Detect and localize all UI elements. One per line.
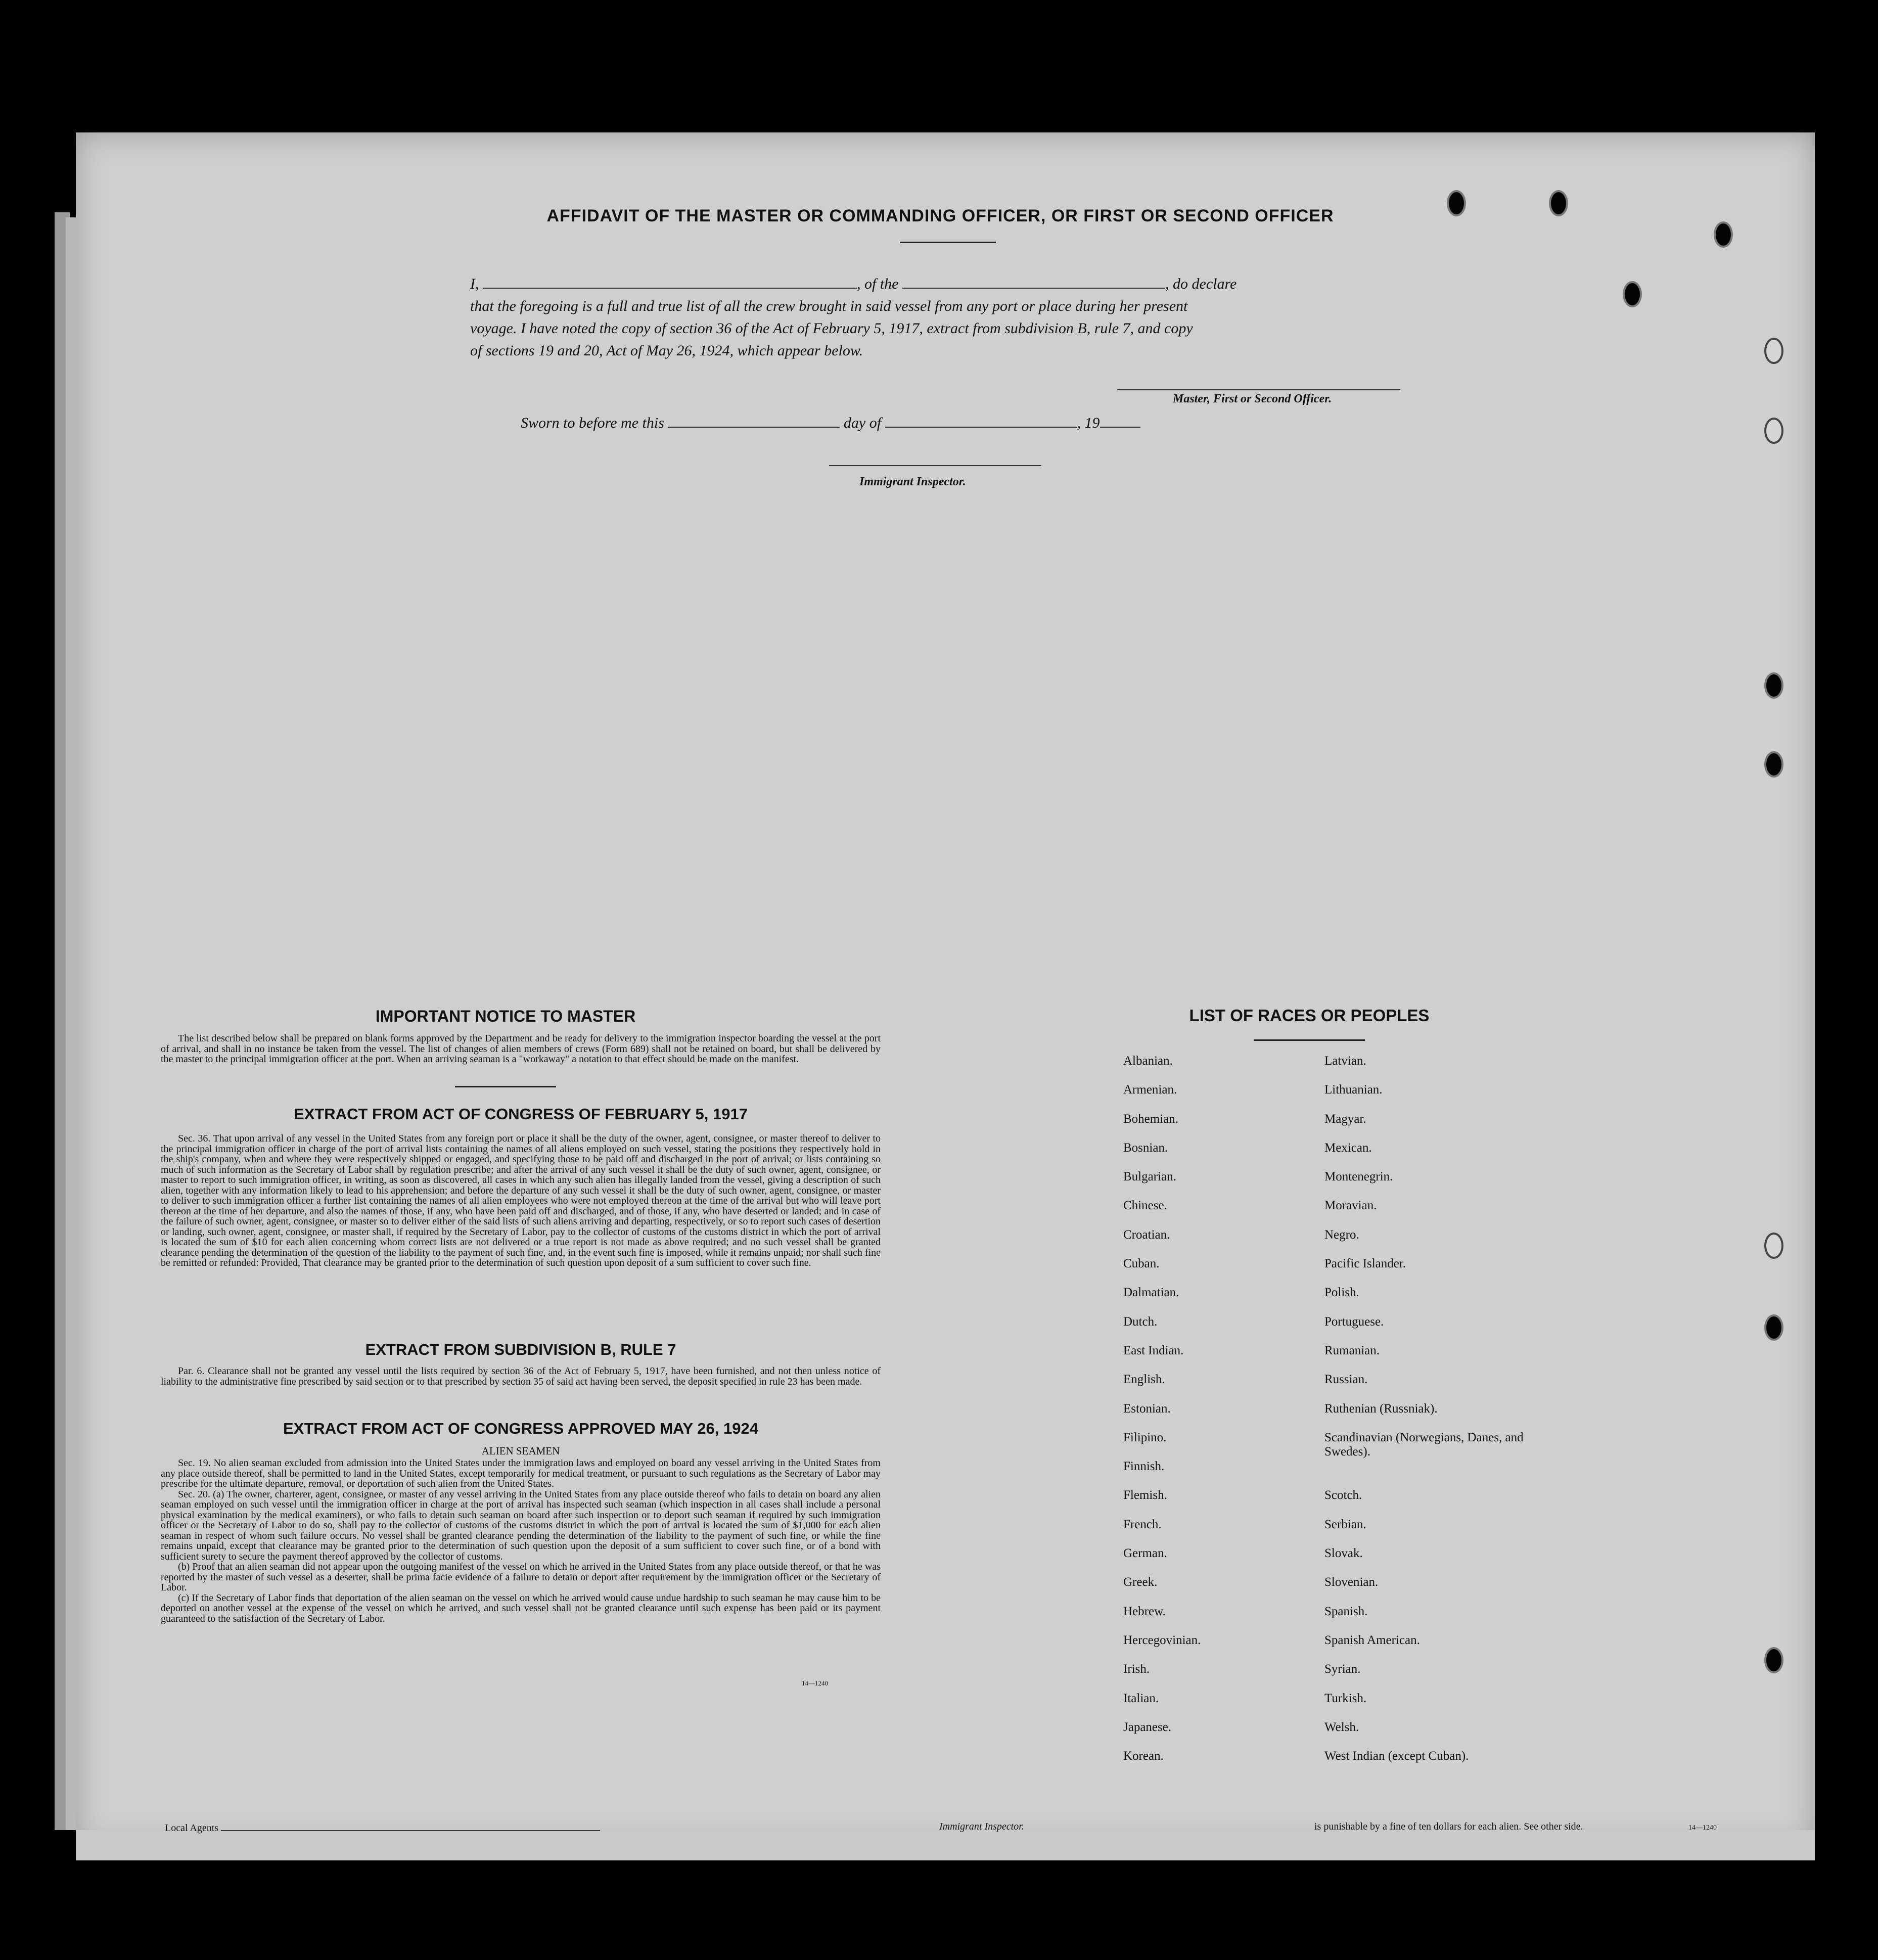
race-item: Mexican.	[1324, 1141, 1372, 1155]
declaration-line-2: that the foregoing is a full and true list of all the crew brought in said vessel from any port or place during her present	[470, 298, 1188, 314]
race-item: Montenegrin.	[1324, 1170, 1393, 1184]
race-item: Armenian.	[1123, 1083, 1177, 1097]
bleed-row	[384, 582, 1800, 611]
races-rule	[1254, 1039, 1365, 1041]
race-item: Russian.	[1324, 1373, 1368, 1387]
bleed-row	[384, 697, 1800, 726]
rule-7-text	[161, 1366, 881, 1387]
punch-hole	[1764, 1647, 1783, 1673]
race-item: Pacific Islander.	[1324, 1257, 1406, 1271]
bleed-row	[384, 668, 1800, 697]
race-item: Bohemian.	[1123, 1112, 1179, 1126]
race-item: Spanish American.	[1324, 1633, 1420, 1647]
sworn-day-blank[interactable]	[668, 414, 840, 428]
race-item: Spanish.	[1324, 1604, 1368, 1618]
act-1924-text	[161, 1458, 881, 1624]
par-6-paragraph: Par. 6. Clearance shall not be granted any vessel until the lists required by section 36 of the Act of February 5, 1917, have been furnished, and not then unless notice of liability to the administrative fine prescribed by said section or to that prescribed by section 35 of said act having been served, the deposit specified in rule 23 has been made.	[161, 1365, 881, 1387]
master-signature-caption: Master, First or Second Officer.	[1173, 392, 1332, 405]
notice-text	[161, 1033, 881, 1065]
punch-hole	[1714, 221, 1733, 248]
bleed-row	[384, 640, 1800, 668]
race-item: Korean.	[1123, 1749, 1164, 1763]
race-item: Polish.	[1324, 1286, 1359, 1300]
title-rule	[900, 242, 996, 243]
affidavit-title: AFFIDAVIT OF THE MASTER OR COMMANDING OFFICER, OR FIRST OR SECOND OFFICER	[546, 206, 1334, 225]
race-item: Turkish.	[1324, 1691, 1367, 1705]
races-column-right	[1324, 1054, 1537, 1778]
notice-paragraph: The list described below shall be prepared on blank forms approved by the Department and be ready for delivery to the immigration inspector boarding the vessel at the port of arrival, and shall in no instance be taken from the vessel. The list of changes of alien members of crews (Form 689) shall not be retained on board, but shall be delivered by the master to the principal immigration officer at the port. When an arriving seaman is a "workaway" a notation to that effect should be made on the manifest.	[161, 1033, 881, 1065]
declaration-do-declare: , do declare	[1165, 276, 1237, 292]
page-edge	[66, 217, 76, 1830]
act-1917-heading: EXTRACT FROM ACT OF CONGRESS OF FEBRUARY 5, 1917	[294, 1105, 748, 1123]
alien-seamen-subheading: ALIEN SEAMEN	[481, 1445, 560, 1457]
bleed-row	[384, 1072, 1800, 1101]
footer-inspector-caption: Immigrant Inspector.	[939, 1821, 1024, 1832]
race-item: Estonian.	[1123, 1401, 1171, 1416]
sec-20a-paragraph: Sec. 20. (a) The owner, charterer, agent, consignee, or master of any vessel arriving in the United States from any place outside thereof who fails to detain on board any alien seaman employed on such vessel until the immigration officer in charge at the port of arrival has inspected such seaman (which inspection in all cases shall include a personal physical examination by the medical examiners), or who fails to detain such seaman on board after such inspection or to deport such seaman if required by such immigration officer or the Secretary of Labor to do so, shall pay to the collector of customs of the customs district in which the port of arrival is located the sum of $1,000 for each alien seaman in respect of whom such failure occurs. No vessel shall be granted clearance pending the determination of the liability to the payment of such fine, or while the fine remains unpaid, except that clearance may be granted prior to the determination of such question upon the deposit of a sum sufficient to cover such fine, or of a bond with sufficient surety to secure the payment thereof approved by the collector of customs.	[161, 1488, 881, 1562]
race-item: Portuguese.	[1324, 1314, 1384, 1329]
bleed-row	[384, 1302, 1800, 1331]
race-item: Slovak.	[1324, 1546, 1363, 1561]
race-item: Hercegovinian.	[1123, 1633, 1201, 1647]
sworn-month-blank[interactable]	[885, 414, 1077, 428]
race-item: Flemish.	[1123, 1488, 1167, 1502]
bleed-row	[384, 553, 1800, 582]
races-heading: LIST OF RACES OR PEOPLES	[1189, 1006, 1430, 1025]
race-item: Rumanian.	[1324, 1343, 1380, 1357]
race-item: Syrian.	[1324, 1662, 1361, 1676]
sworn-line	[521, 414, 1140, 432]
race-item: East Indian.	[1123, 1343, 1184, 1357]
race-item: Slovenian.	[1324, 1575, 1379, 1589]
race-item: Chinese.	[1123, 1199, 1167, 1213]
race-item: Filipino.	[1123, 1430, 1167, 1444]
race-item: Irish.	[1123, 1662, 1150, 1676]
sec-19-paragraph: Sec. 19. No alien seaman excluded from admission into the United States under the immigration laws and employed on board any vessel arriving in the United States from any place outside thereof, shall be permitted to land in the United States, except temporarily for medical treatment, or pursuant to such regulations as the Secretary of Labor may prescribe for the ultimate departure, removal, or deportation of such alien from the United States.	[161, 1457, 881, 1489]
race-item: Dutch.	[1123, 1314, 1158, 1329]
race-item: Italian.	[1123, 1691, 1159, 1705]
bleed-row	[384, 928, 1800, 956]
rule-7-heading: EXTRACT FROM SUBDIVISION B, RULE 7	[365, 1341, 676, 1358]
sworn-year: , 19	[1077, 415, 1100, 431]
sec-20b-paragraph: (b) Proof that an alien seaman did not appear upon the outgoing manifest of the vessel on which he arrived in the United States from any place outside thereof, or that he was reported by the master of such vessel as a deserter, shall be prima facie evidence of a failure to detain or deport after requirement by the immigration officer or the Secretary of Labor.	[161, 1561, 881, 1593]
sworn-year-blank[interactable]	[1100, 414, 1140, 428]
race-item: Japanese.	[1123, 1720, 1172, 1734]
race-item: Scandinavian (Norwegians, Danes, and Swedes).	[1324, 1430, 1524, 1458]
race-item: Greek.	[1123, 1575, 1158, 1589]
bleed-row	[384, 755, 1800, 784]
act-1917-text	[161, 1133, 881, 1268]
bleed-row	[384, 870, 1800, 899]
race-item: Lithuanian.	[1324, 1083, 1383, 1097]
bleed-row	[384, 524, 1800, 553]
bleed-row	[384, 899, 1800, 928]
race-item: Magyar.	[1324, 1112, 1366, 1126]
form-number: 14—1240	[802, 1679, 828, 1687]
notice-heading: IMPORTANT NOTICE TO MASTER	[375, 1007, 636, 1025]
races-column-left	[1123, 1054, 1305, 1778]
race-item: Albanian.	[1123, 1054, 1173, 1068]
underlying-page-strip	[76, 1830, 1815, 1860]
bleed-row	[384, 495, 1800, 524]
bleed-row	[384, 956, 1800, 985]
name-blank[interactable]	[483, 275, 857, 289]
bleed-row	[384, 784, 1800, 812]
act-1924-heading: EXTRACT FROM ACT OF CONGRESS APPROVED MAY 26, 1924	[283, 1420, 758, 1437]
bleed-row	[384, 1273, 1800, 1302]
bleed-row	[384, 841, 1800, 870]
declaration-of-the: , of the	[857, 276, 899, 292]
bleed-row	[384, 1389, 1800, 1418]
race-item: Negro.	[1324, 1227, 1359, 1242]
race-item: Croatian.	[1123, 1227, 1170, 1242]
race-item: Bulgarian.	[1123, 1170, 1176, 1184]
sec-20c-paragraph: (c) If the Secretary of Labor finds that deportation of the alien seaman on the vessel on which he arrived would cause undue hardship to such seaman he may cause him to be deported on another vessel at the expense of the vessel on which he arrived, and such vessel shall not be granted clearance until such expense has been paid or its payment guaranteed to the satisfaction of the Secretary of Labor.	[161, 1592, 881, 1624]
race-item: Moravian.	[1324, 1199, 1377, 1213]
bleed-row	[384, 611, 1800, 640]
footer-form-number: 14—1240	[1688, 1824, 1717, 1832]
sworn-day-of: day of	[843, 415, 882, 431]
section-rule	[455, 1086, 556, 1087]
punch-hole	[1764, 418, 1783, 444]
race-item: Serbian.	[1324, 1517, 1366, 1531]
race-item: Ruthenian (Russniak).	[1324, 1401, 1438, 1416]
vessel-blank[interactable]	[902, 275, 1165, 289]
sec-36-paragraph: Sec. 36. That upon arrival of any vessel in the United States from any foreign port or place it shall be the duty of the owner, agent, consignee, or master thereof to deliver to the principal immigration officer in charge of the port of arrival lists containing the names of all aliens employed on such vessel, stating the positions they respectively hold in the ship's company, when and where they were respectively shipped or engaged, and specifying those to be paid off and discharged in the port of arrival; or lists containing so much of such information as the Secretary of Labor shall by regulation prescribe; and after the arrival of any such vessel it shall be the duty of such owner, agent, consignee, or master to report to such immigration officer, in writing, as soon as discovered, all cases in which any such alien has illegally landed from the vessel, giving a description of such alien, together with any information likely to lead to his apprehension; and before the departure of any such vessel it shall be the duty of such owner, agent, consignee, or master to deliver to such immigration officer a further list containing the names of all alien employees who were not employed thereon at the time of the arrival but who will leave port thereon at the time of her departure, and also the names of those, if any, who have been paid off and discharged, and of those, if any, who have deserted or landed; and in case of the failure of such owner, agent, consignee, or master so to deliver either of the said lists of such aliens arriving and departing, respectively, or so to report such cases of desertion or landing, such owner, agent, consignee, or master shall, if required by the Secretary of Labor, pay to the collector of customs of the customs district in which the port of arrival is located the sum of $10 for each alien concerning whom correct lists are not delivered or a true report is not made as above required; and no such vessel shall be granted clearance pending the determination of the question of the liability to the payment of such fine, and, in the event such fine is imposed, while it remains unpaid; nor shall such fine be remitted or refunded: Provided, That clearance may be granted prior to the determination of such question upon deposit of a sum sufficient to cover such fine.	[161, 1133, 881, 1268]
inspector-caption: Immigrant Inspector.	[859, 475, 966, 488]
local-agents-blank	[221, 1821, 600, 1831]
race-item: Cuban.	[1123, 1257, 1160, 1271]
race-item: Scotch.	[1324, 1488, 1362, 1502]
race-item: Dalmatian.	[1123, 1286, 1179, 1300]
bleed-row	[384, 726, 1800, 755]
declaration-line-3: voyage. I have noted the copy of section 36 of the Act of February 5, 1917, extract from subdivision B, rule 7, and copy	[470, 320, 1193, 337]
race-item: Welsh.	[1324, 1720, 1359, 1734]
punch-hole	[1623, 281, 1642, 307]
declaration-line-4: of sections 19 and 20, Act of May 26, 1924, which appear below.	[470, 342, 863, 359]
race-item: Finnish.	[1123, 1460, 1165, 1474]
declaration-line-1	[470, 273, 1441, 295]
race-item: Hebrew.	[1123, 1604, 1166, 1618]
race-item: Bosnian.	[1123, 1141, 1168, 1155]
local-agents-text: Local Agents	[165, 1822, 219, 1834]
declaration-i: I,	[470, 276, 479, 292]
race-item: Latvian.	[1324, 1054, 1366, 1068]
local-agents-label	[165, 1821, 600, 1834]
bleed-row	[384, 812, 1800, 841]
footer-fine-note: is punishable by a fine of ten dollars for each alien. See other side.	[1314, 1821, 1583, 1832]
sworn-prefix: Sworn to before me this	[521, 415, 664, 431]
race-item: French.	[1123, 1517, 1162, 1531]
punch-hole	[1549, 190, 1568, 216]
inspector-signature-line[interactable]	[829, 465, 1041, 466]
punch-hole	[1764, 338, 1783, 364]
race-item: German.	[1123, 1546, 1167, 1561]
master-signature-line[interactable]	[1117, 389, 1400, 390]
race-item: English.	[1123, 1373, 1165, 1387]
race-item: West Indian (except Cuban).	[1324, 1749, 1469, 1763]
